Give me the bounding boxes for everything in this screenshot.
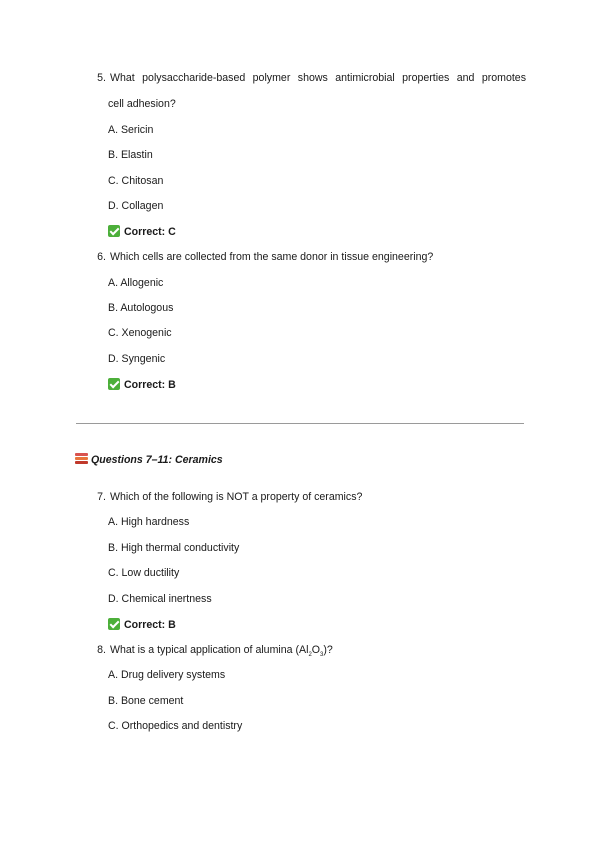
correct-answer bbox=[108, 378, 176, 391]
option-c: C. Xenogenic bbox=[108, 327, 172, 339]
question-text: Which cells are collected from the same donor in tissue engineering? bbox=[110, 251, 434, 263]
option-d: D. Chemical inertness bbox=[108, 593, 212, 605]
correct-answer bbox=[108, 618, 176, 631]
option-b: B. Autologous bbox=[108, 302, 174, 314]
question-number: 5. bbox=[97, 72, 106, 84]
question-number: 8. bbox=[97, 644, 106, 656]
answer-text: Correct: B bbox=[124, 379, 176, 391]
option-b: B. Bone cement bbox=[108, 695, 184, 707]
question-text: Which of the following is NOT a property of ceramics? bbox=[110, 491, 363, 503]
check-mark-icon bbox=[108, 225, 120, 237]
question-number: 7. bbox=[97, 491, 106, 503]
question-text: What polysaccharide-based polymer shows antimicrobial properties and promotes bbox=[110, 72, 526, 84]
option-c: C. Chitosan bbox=[108, 175, 164, 187]
question-text: What is a typical application of alumina $(Al_2O_3)$? bbox=[110, 644, 333, 659]
books-icon bbox=[75, 453, 88, 464]
check-mark-icon bbox=[108, 618, 120, 630]
section-title: Questions 7–11: Ceramics bbox=[91, 454, 223, 466]
option-b: B. Elastin bbox=[108, 149, 153, 161]
option-a: A. Sericin bbox=[108, 124, 154, 136]
correct-answer bbox=[108, 225, 176, 238]
option-c: C. Orthopedics and dentistry bbox=[108, 720, 243, 732]
horizontal-divider bbox=[76, 423, 524, 424]
option-d: D. Syngenic bbox=[108, 353, 166, 365]
option-a: A. Drug delivery systems bbox=[108, 669, 226, 681]
question-text-continued: cell adhesion? bbox=[108, 98, 176, 110]
section-heading bbox=[75, 453, 223, 466]
option-b: B. High thermal conductivity bbox=[108, 542, 240, 554]
answer-text: Correct: C bbox=[124, 226, 176, 238]
answer-text: Correct: B bbox=[124, 619, 176, 631]
option-a: A. Allogenic bbox=[108, 277, 164, 289]
question-number: 6. bbox=[97, 251, 106, 263]
check-mark-icon bbox=[108, 378, 120, 390]
option-a: A. High hardness bbox=[108, 516, 190, 528]
option-c: C. Low ductility bbox=[108, 567, 180, 579]
option-d: D. Collagen bbox=[108, 200, 164, 212]
